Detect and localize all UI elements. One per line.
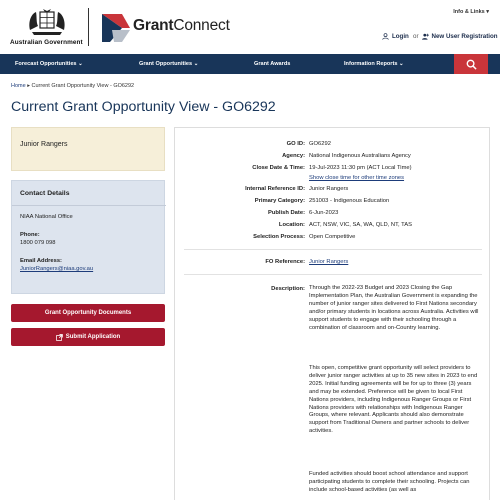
chevron-down-icon: ⌄: [399, 61, 404, 67]
contact-email-link[interactable]: JuniorRangers@niaa.gov.au: [20, 266, 94, 272]
internal-ref-value: Junior Rangers: [309, 186, 349, 192]
nav-grant-opportunities[interactable]: Grant Opportunities ⌄: [139, 61, 199, 67]
fo-reference-link[interactable]: Junior Rangers: [309, 259, 349, 265]
contact-details-box: [11, 180, 165, 294]
search-button[interactable]: [454, 54, 488, 74]
contact-phone: 1800 079 098: [20, 240, 56, 246]
chevron-right-icon: ▸: [27, 83, 30, 89]
location-value: ACT, NSW, VIC, SA, WA, QLD, NT, TAS: [309, 222, 412, 228]
user-icon: [382, 33, 389, 40]
login-link[interactable]: Login: [382, 33, 409, 40]
user-plus-icon: [422, 33, 429, 40]
external-link-icon: [56, 334, 63, 341]
agency-value: National Indigenous Australians Agency: [309, 153, 411, 159]
internal-ref-label: Internal Reference ID:: [245, 186, 305, 192]
fo-reference-label: FO Reference:: [265, 259, 305, 265]
description-label: Description:: [271, 286, 305, 292]
agency-label: Agency:: [282, 153, 305, 159]
page-title: Current Grant Opportunity View - GO6292: [11, 99, 276, 115]
section-divider: [184, 274, 482, 275]
info-links-menu[interactable]: Info & Links ▾: [453, 9, 489, 15]
contact-heading: Contact Details: [20, 190, 70, 197]
publish-date-label: Publish Date:: [267, 210, 305, 216]
coat-of-arms-icon: [24, 8, 70, 36]
location-label: Location:: [278, 222, 305, 228]
chevron-down-icon: ⌄: [193, 61, 199, 67]
chevron-down-icon: ▾: [486, 9, 489, 15]
search-icon: [466, 59, 477, 70]
primary-category-value: 251003 - Indigenous Education: [309, 198, 390, 204]
primary-category-label: Primary Category:: [254, 198, 305, 204]
close-date-label: Close Date & Time:: [252, 165, 305, 171]
australian-government-logo[interactable]: [10, 8, 84, 48]
nav-forecast-opportunities[interactable]: Forecast Opportunities ⌄: [15, 61, 83, 67]
other-time-zones-link[interactable]: Show close time for other time zones: [309, 175, 405, 181]
government-name: Australian Government: [10, 39, 83, 46]
main-nav: [0, 54, 500, 74]
breadcrumb-current: Current Grant Opportunity View - GO6292: [31, 83, 135, 89]
description-paragraph-3: Funded activities should boost school attendance and support participating students to complete their schooling. Projects can include school-based activities (as well as: [309, 471, 470, 493]
section-divider: [184, 249, 482, 250]
contact-divider: [12, 205, 166, 206]
site-name[interactable]: GrantConnect: [133, 17, 230, 34]
header-divider: [88, 8, 89, 46]
or-text: or: [413, 33, 419, 40]
contact-email-label: Email Address:: [20, 258, 62, 264]
nav-information-reports[interactable]: Information Reports ⌄: [344, 61, 404, 67]
selection-process-label: Selection Process:: [253, 234, 305, 240]
description-paragraph-2: This open, competitive grant opportunity will select providers to deliver junior ranger activities at up to 35 new sites in 2023 to end 2025. Initial funding agreements will be for up to three (3) years and may be extended. Preference will be given to local First Nations providers, including Indigenous Ranger Groups or First Nations providers with relationships with Indigenous Ranger Groups, where relevant. Applicants should also demonstrate support from Traditional Owners and partner schools to deliver activities.: [309, 365, 478, 435]
chevron-down-icon: ⌄: [78, 61, 83, 67]
contact-phone-label: Phone:: [20, 232, 40, 238]
breadcrumb: [11, 83, 134, 89]
submit-application-button[interactable]: Submit Application: [11, 328, 165, 346]
publish-date-value: 6-Jun-2023: [309, 210, 339, 216]
grant-opportunity-documents-button[interactable]: Grant Opportunity Documents: [11, 304, 165, 322]
site-header: [0, 0, 500, 54]
close-date-value: 19-Jul-2023 11:30 pm (ACT Local Time): [309, 165, 412, 171]
description-paragraph-1: Through the 2022-23 Budget and 2023 Closing the Gap Implementation Plan, the Australian Government is expanding the number of junior ranger sites delivered to First Nations secondary and/or primary students in locations across Australia. Activities will support students to engage with their schooling through a combination of classroom and on-Country learning.: [309, 285, 479, 331]
go-id-label: GO ID:: [286, 141, 305, 147]
opportunity-details-panel: [174, 127, 490, 500]
grantconnect-logo-icon[interactable]: [100, 12, 134, 44]
contact-office: NIAA National Office: [20, 214, 73, 220]
selection-process-value: Open Competitive: [309, 234, 356, 240]
nav-grant-awards[interactable]: Grant Awards: [254, 61, 291, 67]
breadcrumb-home[interactable]: Home: [11, 83, 26, 89]
go-id-value: GO6292: [309, 141, 331, 147]
opportunity-title: Junior Rangers: [20, 141, 68, 148]
opportunity-title-box: [11, 127, 165, 171]
register-link[interactable]: or New User Registration: [413, 33, 498, 40]
